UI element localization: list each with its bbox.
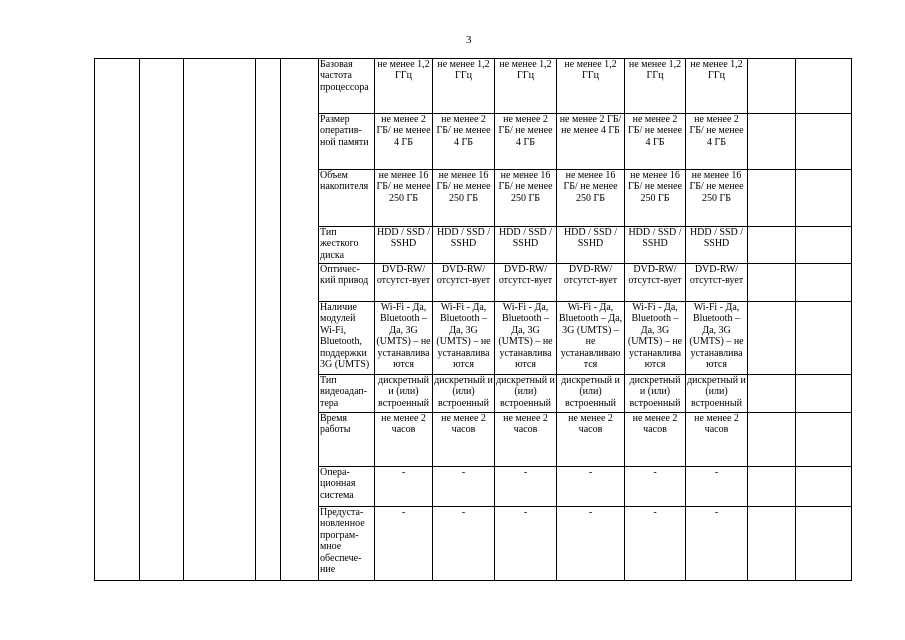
empty-cell — [748, 264, 796, 302]
parameter-value: DVD-RW/отсутст-вует — [686, 264, 748, 302]
parameter-label: Объем накопителя — [319, 170, 375, 227]
parameter-value: - — [495, 467, 557, 507]
parameter-value: дискретный и (или) встроенный — [557, 375, 625, 413]
parameter-value: дискретный и (или) встроенный — [375, 375, 433, 413]
parameter-value: - — [625, 507, 686, 581]
parameter-value: HDD / SSD / SSHD — [375, 227, 433, 264]
parameter-label: Базовая частота процессора — [319, 59, 375, 114]
parameter-label: Предуста-новленное програм-мное обеспече-ние — [319, 507, 375, 581]
parameter-value: не менее 1,2 ГГц — [433, 59, 495, 114]
empty-cell — [796, 114, 852, 170]
parameter-value: не менее 16 ГБ/ не менее 250 ГБ — [495, 170, 557, 227]
parameter-value: не менее 16 ГБ/ не менее 250 ГБ — [557, 170, 625, 227]
merged-empty-cell — [95, 59, 140, 581]
parameter-value: не менее 2 ГБ/ не менее 4 ГБ — [495, 114, 557, 170]
parameter-label: Наличие модулей Wi-Fi, Bluetooth, поддержки 3G (UMTS) — [319, 302, 375, 375]
parameter-label: Оптичес-кий привод — [319, 264, 375, 302]
parameter-value: не менее 2 часов — [557, 413, 625, 467]
empty-cell — [796, 375, 852, 413]
parameter-label: Время работы — [319, 413, 375, 467]
empty-cell — [796, 170, 852, 227]
parameter-label: Тип жесткого диска — [319, 227, 375, 264]
merged-empty-cell — [184, 59, 256, 581]
parameter-value: не менее 1,2 ГГц — [686, 59, 748, 114]
empty-cell — [796, 413, 852, 467]
parameter-value: HDD / SSD / SSHD — [495, 227, 557, 264]
parameter-value: дискретный и (или) встроенный — [495, 375, 557, 413]
parameter-value: не менее 2 ГБ/ не менее 4 ГБ — [686, 114, 748, 170]
parameter-label: Опера-ционная система — [319, 467, 375, 507]
parameter-value: DVD-RW/отсутст-вует — [433, 264, 495, 302]
parameter-value: HDD / SSD / SSHD — [686, 227, 748, 264]
parameter-value: не менее 2 часов — [433, 413, 495, 467]
parameter-value: Wi-Fi - Да, Bluetooth – Да, 3G (UMTS) – не устанавлива ются — [625, 302, 686, 375]
parameter-value: не менее 2 часов — [686, 413, 748, 467]
parameter-value: - — [557, 507, 625, 581]
empty-cell — [748, 413, 796, 467]
merged-empty-cell — [281, 59, 319, 581]
parameter-value: не менее 2 ГБ/ не менее 4 ГБ — [433, 114, 495, 170]
parameter-value: HDD / SSD / SSHD — [557, 227, 625, 264]
spec-table — [94, 58, 852, 581]
parameter-value: не менее 2 часов — [625, 413, 686, 467]
parameter-value: Wi-Fi - Да, Bluetooth – Да, 3G (UMTS) – не устанавлива ются — [495, 302, 557, 375]
parameter-value: не менее 2 ГБ/ не менее 4 ГБ — [557, 114, 625, 170]
merged-empty-cell — [256, 59, 281, 581]
empty-cell — [796, 59, 852, 114]
parameter-value: не менее 2 часов — [375, 413, 433, 467]
parameter-value: дискретный и (или) встроенный — [625, 375, 686, 413]
empty-cell — [796, 467, 852, 507]
empty-cell — [796, 302, 852, 375]
parameter-value: не менее 16 ГБ/ не менее 250 ГБ — [433, 170, 495, 227]
page-number: 3 — [466, 34, 472, 46]
parameter-value: не менее 2 часов — [495, 413, 557, 467]
empty-cell — [796, 227, 852, 264]
empty-cell — [748, 170, 796, 227]
parameter-value: DVD-RW/отсутст-вует — [625, 264, 686, 302]
empty-cell — [796, 507, 852, 581]
parameter-value: Wi-Fi - Да, Bluetooth – Да, 3G (UMTS) – не устанавливаю тся — [557, 302, 625, 375]
parameter-value: - — [686, 507, 748, 581]
parameter-value: DVD-RW/отсутст-вует — [495, 264, 557, 302]
parameter-value: - — [375, 467, 433, 507]
parameter-value: не менее 1,2 ГГц — [557, 59, 625, 114]
parameter-value: DVD-RW/отсутст-вует — [375, 264, 433, 302]
empty-cell — [748, 375, 796, 413]
parameter-value: дискретный и (или) встроенный — [686, 375, 748, 413]
parameter-value: - — [433, 467, 495, 507]
parameter-value: Wi-Fi - Да, Bluetooth – Да, 3G (UMTS) – не устанавлива ются — [686, 302, 748, 375]
parameter-label: Размер оператив-ной памяти — [319, 114, 375, 170]
parameter-value: не менее 1,2 ГГц — [625, 59, 686, 114]
parameter-value: DVD-RW/отсутст-вует — [557, 264, 625, 302]
parameter-value: не менее 1,2 ГГц — [495, 59, 557, 114]
parameter-value: не менее 1,2 ГГц — [375, 59, 433, 114]
parameter-value: HDD / SSD / SSHD — [433, 227, 495, 264]
table-row — [95, 59, 852, 114]
parameter-value: - — [495, 507, 557, 581]
parameter-value: - — [686, 467, 748, 507]
empty-cell — [748, 59, 796, 114]
parameter-value: - — [625, 467, 686, 507]
empty-cell — [748, 467, 796, 507]
parameter-value: не менее 2 ГБ/ не менее 4 ГБ — [625, 114, 686, 170]
merged-empty-cell — [140, 59, 184, 581]
parameter-value: не менее 16 ГБ/ не менее 250 ГБ — [375, 170, 433, 227]
parameter-value: Wi-Fi - Да, Bluetooth – Да, 3G (UMTS) – не устанавлива ются — [375, 302, 433, 375]
parameter-value: Wi-Fi - Да, Bluetooth – Да, 3G (UMTS) – не устанавлива ются — [433, 302, 495, 375]
empty-cell — [748, 302, 796, 375]
parameter-label: Тип видеоадап-тера — [319, 375, 375, 413]
parameter-value: дискретный и (или) встроенный — [433, 375, 495, 413]
empty-cell — [796, 264, 852, 302]
empty-cell — [748, 507, 796, 581]
parameter-value: - — [557, 467, 625, 507]
parameter-value: не менее 16 ГБ/ не менее 250 ГБ — [625, 170, 686, 227]
empty-cell — [748, 227, 796, 264]
parameter-value: - — [375, 507, 433, 581]
empty-cell — [748, 114, 796, 170]
parameter-value: HDD / SSD / SSHD — [625, 227, 686, 264]
parameter-value: не менее 2 ГБ/ не менее 4 ГБ — [375, 114, 433, 170]
parameter-value: - — [433, 507, 495, 581]
parameter-value: не менее 16 ГБ/ не менее 250 ГБ — [686, 170, 748, 227]
